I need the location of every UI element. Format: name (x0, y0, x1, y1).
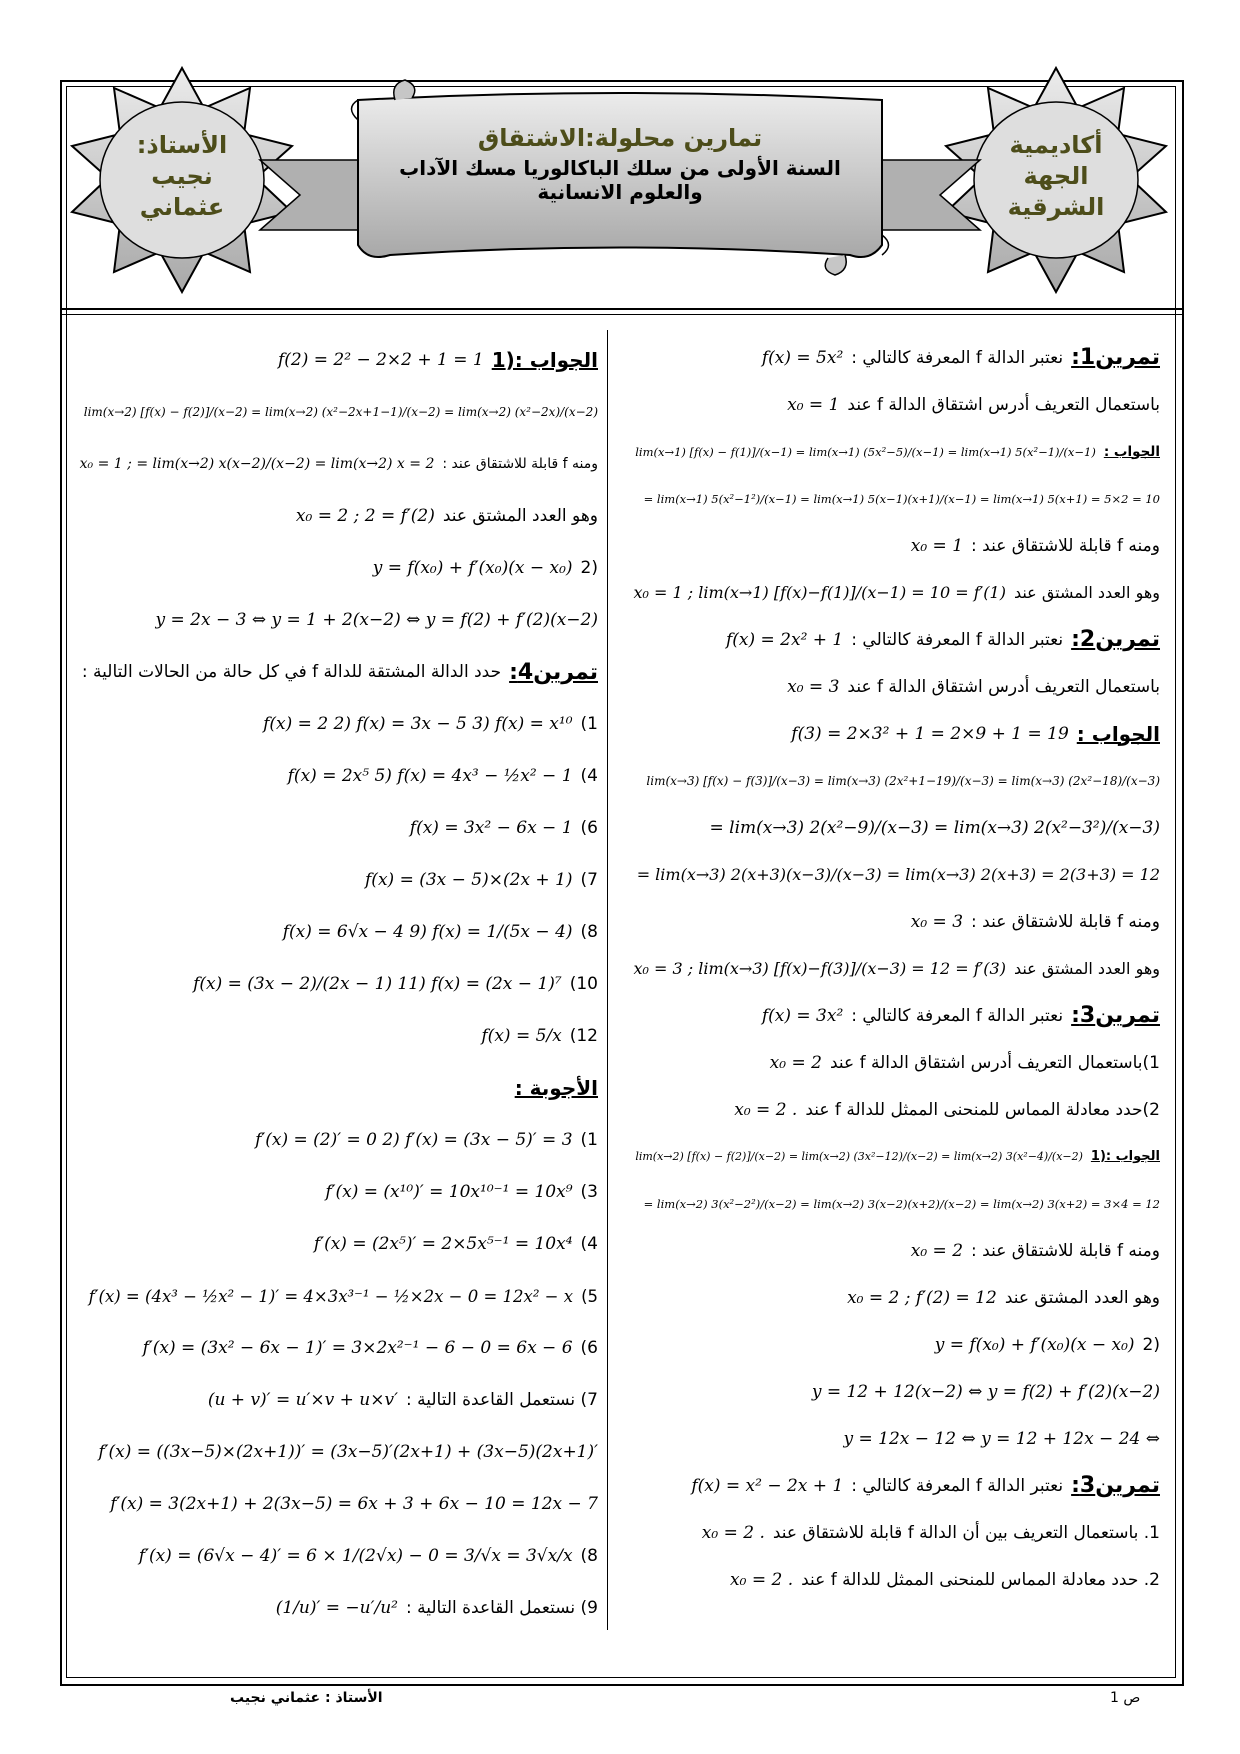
math-expression: y = 2x − 3 ⇔ y = 1 + 2(x−2) ⇔ y = f(2) + f′(2)(x−2) (155, 610, 598, 630)
solution-line (80, 334, 598, 386)
math-expression: x₀ = 2 ; 2 = f′(2) (295, 506, 435, 526)
math-expression: f(x) = 3x² − 6x − 1 (409, 818, 573, 838)
solution-line (80, 646, 598, 698)
solution-line (80, 1062, 598, 1114)
solution-line (80, 594, 598, 646)
line-text: ومنه f قابلة للاشتقاق عند : (971, 911, 1160, 932)
math-expression: f′(x) = ((3x−5)×(2x+1))′ = (3x−5)′(2x+1) + (3x−5)(2x+1)′ (98, 1442, 598, 1462)
solution-line (630, 1180, 1160, 1227)
math-expression: f(x) = 2x² + 1 (725, 629, 844, 650)
math-expression: x₀ = 2 . (734, 1099, 798, 1120)
math-expression: f(x) = 2x⁵ 5) f(x) = 4x³ − ½x² − 1 (287, 766, 573, 786)
line-text: 1) (580, 1130, 598, 1150)
exercise-title: تمرين4: (509, 659, 598, 685)
exercise-statement: نعتبر الدالة f المعرفة كالتالي : (851, 347, 1064, 368)
math-expression: lim(x→2) [f(x) − f(2)]/(x−2) = lim(x→2) (x²−2x+1−1)/(x−2) = lim(x→2) (x²−2x)/(x−2) (83, 405, 598, 419)
solution-line (630, 804, 1160, 851)
line-text: 7) (580, 870, 598, 890)
math-expression: x₀ = 2 (910, 1240, 964, 1261)
math-expression: f(3) = 2×3² + 1 = 2×9 + 1 = 19 (791, 723, 1069, 744)
math-expression: f′(x) = (3x² − 6x − 1)′ = 3×2x²⁻¹ − 6 − 0 = 6x − 6 (142, 1338, 573, 1358)
right-badge-text (981, 130, 1131, 223)
line-text: 2. حدد معادلة المماس للمنحنى الممثل للدالة f عند (801, 1569, 1160, 1590)
line-text: وهو العدد المشتق عند (442, 506, 598, 526)
solution-line (630, 663, 1160, 710)
math-expression: f(x) = 2 2) f(x) = 3x − 5 3) f(x) = x¹⁰ (263, 714, 573, 734)
answer-label: الجواب : (1076, 721, 1160, 746)
solution-line (80, 490, 598, 542)
line-text: 1) (580, 714, 598, 734)
solution-line (80, 906, 598, 958)
solution-line (80, 438, 598, 490)
math-expression: f′(x) = 3(2x+1) + 2(3x−5) = 6x + 3 + 6x − 10 = 12x − 7 (110, 1494, 598, 1514)
line-text: وهو العدد المشتق عند (1013, 583, 1160, 602)
solution-line (80, 1166, 598, 1218)
solution-line (630, 945, 1160, 992)
line-text: 8) (580, 1546, 598, 1566)
solution-line (80, 1374, 598, 1426)
right-badge-line: أكاديمية (1009, 131, 1103, 159)
math-expression: f′(x) = (2)′ = 0 2) f′(x) = (3x − 5)′ = 3 (255, 1130, 573, 1150)
math-expression: x₀ = 1 (910, 535, 964, 556)
math-expression: x₀ = 2 . (701, 1522, 765, 1543)
solution-line (80, 1582, 598, 1634)
solution-line (80, 802, 598, 854)
solution-line (80, 542, 598, 594)
solution-line (80, 958, 598, 1010)
solution-line (630, 1368, 1160, 1415)
line-text: باستعمال التعريف أدرس اشتقاق الدالة f عند (847, 394, 1160, 415)
exercise-statement: حدد الدالة المشتقة للدالة f في كل حالة من الحالات التالية : (81, 662, 502, 682)
line-text: 9) نستعمل القاعدة التالية : (405, 1598, 598, 1618)
math-expression: f′(x) = (2x⁵)′ = 2×5x⁵⁻¹ = 10x⁴ (313, 1234, 573, 1254)
line-text: 1. باستعمال التعريف بين أن الدالة f قابلة للاشتقاق عند (772, 1522, 1160, 1543)
math-expression: f(x) = 5/x (481, 1026, 562, 1046)
line-text: وهو العدد المشتق عند (1004, 1287, 1160, 1308)
solution-line (630, 1086, 1160, 1133)
line-text: وهو العدد المشتق عند (1013, 959, 1160, 978)
line-text: 4) (580, 766, 598, 786)
solution-line (630, 334, 1160, 381)
line-text: 12) (569, 1026, 598, 1046)
solution-line (630, 757, 1160, 804)
math-expression: (1/u)′ = −u′/u² (275, 1598, 398, 1618)
math-expression: lim(x→2) [f(x) − f(2)]/(x−2) = lim(x→2) (3x²−12)/(x−2) = lim(x→2) 3(x²−4)/(x−2) (635, 1150, 1083, 1163)
line-text: 10) (569, 974, 598, 994)
solution-line (80, 386, 598, 438)
left-column (80, 334, 598, 1634)
solution-line (80, 698, 598, 750)
line-text: (2 (580, 558, 598, 578)
solution-line (80, 750, 598, 802)
math-expression: x₀ = 1 (787, 394, 840, 415)
solution-line (630, 381, 1160, 428)
line-text: 6) (580, 818, 598, 838)
exercise-title: تمرين2: (1071, 627, 1160, 652)
exercise-title: تمرين1: (1071, 345, 1160, 370)
math-expression: y = f(x₀) + f′(x₀)(x − x₀) (372, 558, 573, 578)
math-expression: x₀ = 3 (787, 676, 840, 697)
solution-line (630, 992, 1160, 1039)
math-expression: f(x) = 3x² (761, 1005, 844, 1026)
solution-line (630, 1415, 1160, 1462)
right-badge-line: الجهة (1023, 162, 1089, 190)
solution-line (630, 1556, 1160, 1603)
answer-label: الأجوبة : (514, 1076, 598, 1100)
solution-line (630, 1274, 1160, 1321)
math-expression: f′(x) = (4x³ − ½x² − 1)′ = 4×3x³⁻¹ − ½×2x − 0 = 12x² − x (88, 1286, 574, 1306)
column-divider (607, 330, 608, 1630)
solution-line (80, 1010, 598, 1062)
line-text: 4) (580, 1234, 598, 1254)
line-text: 7) نستعمل القاعدة التالية : (405, 1390, 598, 1410)
math-expression: (u + v)′ = u′×v + u×v′ (207, 1390, 398, 1410)
math-expression: x₀ = 2 ; f′(2) = 12 (847, 1287, 997, 1308)
footer-page-number: ص 1 (1110, 1690, 1141, 1706)
math-expression: f(2) = 2² − 2×2 + 1 = 1 (277, 350, 484, 370)
solution-line (630, 1462, 1160, 1509)
document-title: تمارين محلولة:الاشتقاق (477, 124, 763, 152)
answer-label: الجواب :(1 (1090, 1149, 1160, 1164)
solution-line (630, 616, 1160, 663)
line-text: ومنه f قابلة للاشتقاق عند : (442, 456, 598, 472)
banner-text (380, 124, 860, 204)
solution-line (630, 475, 1160, 522)
math-expression: f(x) = 5x² (761, 347, 844, 368)
left-badge-line: نجيب (151, 162, 213, 190)
line-text: ومنه f قابلة للاشتقاق عند : (971, 535, 1160, 556)
math-expression: x₀ = 2 (769, 1052, 822, 1073)
answer-label: الجواب :(1 (491, 348, 598, 372)
math-expression: x₀ = 3 (910, 911, 964, 932)
math-expression: = lim(x→2) 3(x²−2²)/(x−2) = lim(x→2) 3(x−2)(x+2)/(x−2) = lim(x→2) 3(x+2) = 3×4 = 12 (643, 1196, 1160, 1211)
math-expression: f(x) = (3x − 2)/(2x − 1) 11) f(x) = (2x − 1)⁷ (193, 974, 562, 994)
solution-line (80, 1478, 598, 1530)
solution-line (80, 1322, 598, 1374)
math-expression: f(x) = 6√x − 4 9) f(x) = 1/(5x − 4) (282, 922, 573, 942)
math-expression: lim(x→1) [f(x) − f(1)]/(x−1) = lim(x→1) (5x²−5)/(x−1) = lim(x→1) 5(x²−1)/(x−1) (635, 444, 1096, 459)
math-expression: f′(x) = (6√x − 4)′ = 6 × 1/(2√x) − 0 = 3/√x = 3√x/x (138, 1546, 573, 1566)
exercise-statement: نعتبر الدالة f المعرفة كالتالي : (851, 1475, 1064, 1496)
solution-line (630, 851, 1160, 898)
line-text: 6) (580, 1338, 598, 1358)
solution-line (630, 1133, 1160, 1180)
math-expression: y = f(x₀) + f′(x₀)(x − x₀) (934, 1334, 1135, 1355)
solution-line (630, 1321, 1160, 1368)
line-text: ومنه f قابلة للاشتقاق عند : (971, 1240, 1160, 1261)
right-badge-line: الشرقية (1007, 193, 1105, 221)
exercise-statement: نعتبر الدالة f المعرفة كالتالي : (851, 1005, 1064, 1026)
left-badge-text (107, 130, 257, 223)
document-subtitle-1: السنة الأولى من سلك الباكالوريا مسك الآداب (399, 156, 841, 180)
solution-line (630, 522, 1160, 569)
math-expression: lim(x→3) [f(x) − f(3)]/(x−3) = lim(x→3) (2x²+1−19)/(x−3) = lim(x→3) (2x²−18)/(x−3) (646, 773, 1160, 788)
math-expression: = lim(x→3) 2(x²−9)/(x−3) = lim(x→3) 2(x²−3²)/(x−3) (709, 817, 1160, 838)
solution-line (80, 1218, 598, 1270)
solution-line (630, 1227, 1160, 1274)
line-text: 5) (581, 1286, 598, 1306)
solution-line (630, 710, 1160, 757)
math-expression: f(x) = x² − 2x + 1 (691, 1475, 844, 1496)
line-text: 1)باستعمال التعريف أدرس اشتقاق الدالة f عند (829, 1052, 1160, 1073)
math-expression: x₀ = 1 ; = lim(x→2) x(x−2)/(x−2) = lim(x→2) x = 2 (79, 456, 435, 472)
math-expression: x₀ = 3 ; lim(x→3) [f(x)−f(3)]/(x−3) = 12 = f′(3) (633, 959, 1006, 978)
solution-line (630, 569, 1160, 616)
line-text: 3) (580, 1182, 598, 1202)
footer-author: الأستاذ : عثماني نجيب (230, 1690, 383, 1706)
line-text: 8) (580, 922, 598, 942)
solution-line (630, 1509, 1160, 1556)
solution-line (80, 1426, 598, 1478)
solution-line (80, 1114, 598, 1166)
solution-line (80, 1530, 598, 1582)
math-expression: f(x) = (3x − 5)×(2x + 1) (365, 870, 573, 890)
math-expression: y = 12 + 12(x−2) ⇔ y = f(2) + f′(2)(x−2) (811, 1381, 1160, 1402)
exercise-title: تمرين3: (1071, 1003, 1160, 1028)
exercise-statement: نعتبر الدالة f المعرفة كالتالي : (851, 629, 1064, 650)
document-subtitle-2: والعلوم الانسانية (537, 180, 703, 204)
exercise-title: تمرين3: (1071, 1473, 1160, 1498)
math-expression: x₀ = 2 . (730, 1569, 794, 1590)
math-expression: = lim(x→1) 5(x²−1²)/(x−1) = lim(x→1) 5(x−1)(x+1)/(x−1) = lim(x→1) 5(x+1) = 5×2 = 10 (643, 491, 1160, 506)
left-badge-line: الأستاذ: (136, 131, 228, 159)
math-expression: x₀ = 1 ; lim(x→1) [f(x)−f(1)]/(x−1) = 10 = f′(1) (633, 583, 1006, 602)
left-badge-line: عثماني (139, 193, 225, 221)
solution-line (80, 854, 598, 906)
math-expression: y = 12x − 12 ⇔ y = 12 + 12x − 24 ⇔ (843, 1428, 1160, 1449)
solution-line (80, 1270, 598, 1322)
right-column (630, 334, 1160, 1603)
line-text: (2 (1142, 1334, 1160, 1355)
answer-label: الجواب : (1103, 443, 1160, 460)
math-expression: = lim(x→3) 2(x+3)(x−3)/(x−3) = lim(x→3) 2(x+3) = 2(3+3) = 12 (636, 865, 1160, 884)
solution-line (630, 1039, 1160, 1086)
line-text: 2)حدد معادلة المماس للمنحنى الممثل للدالة f عند (805, 1099, 1160, 1120)
math-expression: f′(x) = (x¹⁰)′ = 10x¹⁰⁻¹ = 10x⁹ (325, 1182, 573, 1202)
solution-line (630, 898, 1160, 945)
line-text: باستعمال التعريف أدرس اشتقاق الدالة f عند (847, 676, 1160, 697)
solution-line (630, 428, 1160, 475)
